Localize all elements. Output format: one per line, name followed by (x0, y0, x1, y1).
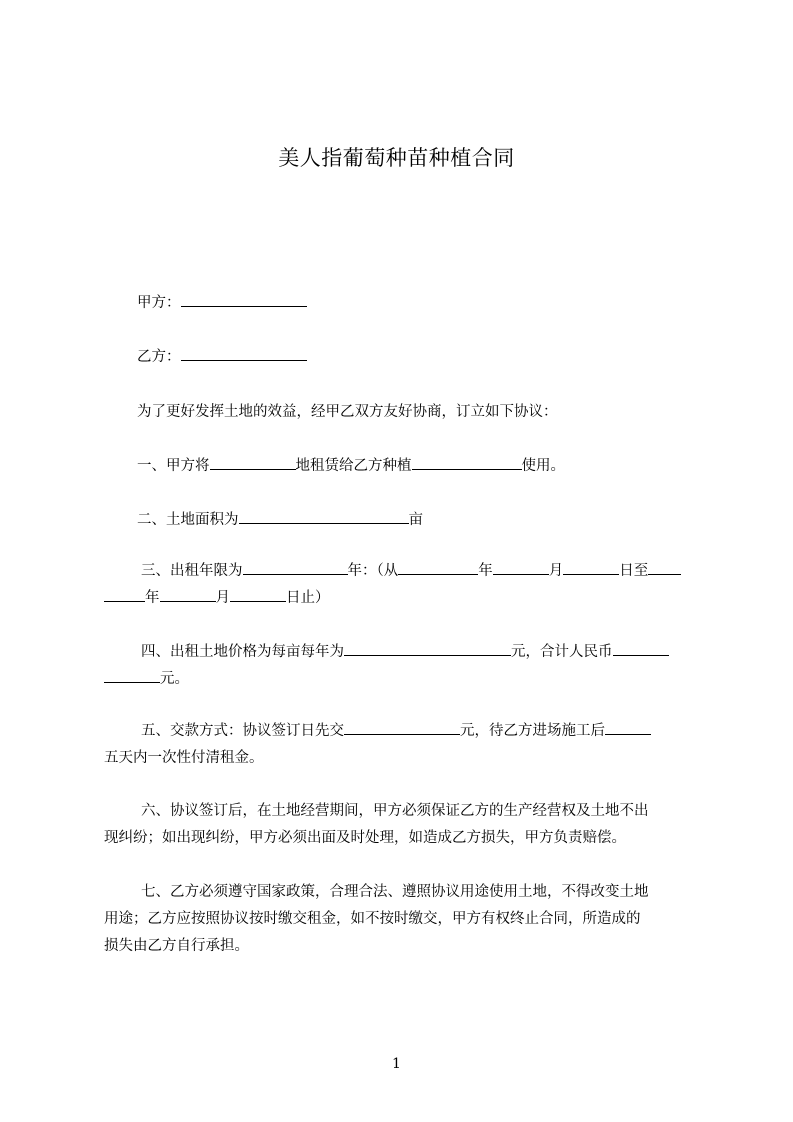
party-b-blank[interactable] (181, 345, 307, 361)
clause-4-text-a: 四、出租土地价格为每亩每年为 (141, 644, 344, 660)
down-payment-blank[interactable] (344, 719, 460, 735)
clause-7-line-2: 用途；乙方应按照协议按时缴交租金，如不按时缴交，甲方有权终止合同，所造成的 (104, 911, 641, 927)
land-location-blank[interactable] (210, 454, 296, 470)
clause-2-text-b: 亩 (408, 512, 423, 528)
end-month-blank[interactable] (160, 586, 216, 602)
clause-6-line-1: 六、协议签订后，在土地经营期间，甲方必须保证乙方的生产经营权及土地不出 (141, 803, 649, 819)
end-year-blank-1[interactable] (648, 559, 681, 575)
clause-5-line-2: 五天内一次性付清租金。 (104, 750, 264, 766)
start-day-blank[interactable] (563, 559, 619, 575)
clause-5-line-1 (141, 719, 651, 740)
land-area-blank[interactable] (239, 508, 409, 524)
party-b-line (137, 345, 307, 366)
clause-3-text-f: 年 (145, 590, 160, 606)
clause-3-line-2 (104, 586, 330, 607)
total-rmb-blank-1[interactable] (613, 640, 669, 656)
page-number: 1 (392, 1056, 401, 1072)
clause-1-text-a: 一、甲方将 (137, 458, 210, 474)
clause-3-text-g: 月 (215, 590, 230, 606)
payment-days-blank[interactable] (605, 719, 651, 735)
intro-paragraph: 为了更好发挥土地的效益，经甲乙双方友好协商，订立如下协议： (137, 404, 558, 420)
clause-6-line-2: 现纠纷；如出现纠纷，甲方必须出面及时处理，如造成乙方损失，甲方负责赔偿。 (104, 830, 626, 846)
end-year-blank-2[interactable] (104, 586, 145, 602)
total-rmb-blank-2[interactable] (104, 667, 160, 683)
clause-3-text-c: 年 (478, 563, 493, 579)
party-b-label: 乙方： (137, 349, 181, 365)
contract-title: 美人指葡萄种苗种植合同 (278, 146, 515, 170)
clause-7-line-3: 损失由乙方自行承担。 (104, 938, 249, 954)
clause-7-line-1: 七、乙方必须遵守国家政策，合理合法、遵照协议用途使用土地，不得改变土地 (141, 884, 649, 900)
clause-1-text-b: 地租赁给乙方种植 (295, 458, 412, 474)
clause-1-text-c: 使用。 (521, 458, 565, 474)
end-day-blank[interactable] (230, 586, 286, 602)
clause-3-text-d: 月 (548, 563, 564, 579)
clause-4-text-b: 元，合计人民币 (511, 644, 613, 660)
crop-blank[interactable] (412, 454, 522, 470)
start-month-blank[interactable] (493, 559, 549, 575)
lease-years-blank[interactable] (243, 559, 348, 575)
party-a-blank[interactable] (181, 291, 307, 307)
start-year-blank[interactable] (398, 559, 478, 575)
clause-4-line-1 (141, 640, 669, 661)
party-a-line (137, 291, 307, 312)
clause-5-text-b: 元，待乙方进场施工后 (460, 723, 605, 739)
clause-5-text-a: 五、交款方式：协议签订日先交 (141, 723, 344, 739)
price-per-mu-blank[interactable] (344, 640, 511, 656)
party-a-label: 甲方： (137, 295, 181, 311)
clause-3-text-a: 三、出租年限为 (141, 563, 243, 579)
clause-3-text-b: 年：（从 (347, 563, 399, 579)
clause-2-text-a: 二、土地面积为 (137, 512, 239, 528)
clause-2 (137, 508, 423, 529)
clause-3-text-h: 日止） (286, 590, 330, 606)
clause-3-line-1 (141, 559, 681, 580)
clause-3-text-e: 日至 (619, 563, 649, 579)
clause-4-text-c: 元。 (160, 671, 189, 687)
clause-4-line-2 (104, 667, 189, 688)
clause-1 (137, 454, 565, 475)
